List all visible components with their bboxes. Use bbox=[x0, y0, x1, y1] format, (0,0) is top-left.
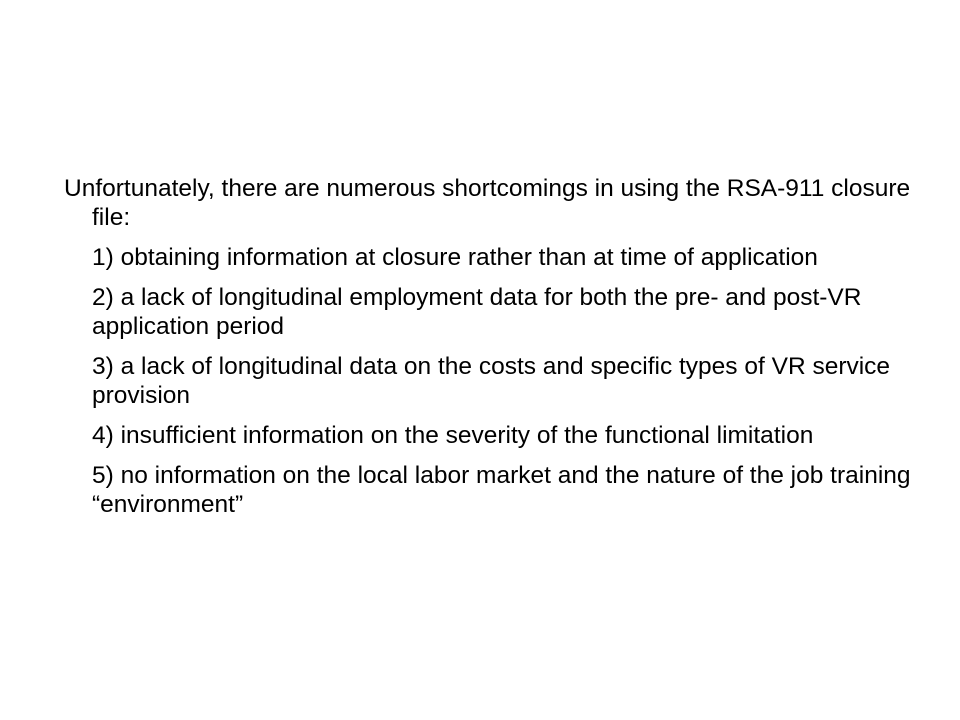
shortcomings-list bbox=[64, 243, 914, 519]
list-item: 3) a lack of longitudinal data on the costs and specific types of VR service provision bbox=[92, 353, 891, 409]
list-item: 5) no information on the local labor market and the nature of the job training “environment” bbox=[92, 462, 911, 518]
list-item: 1) obtaining information at closure rather than at time of application bbox=[92, 244, 818, 271]
slide-content bbox=[64, 174, 914, 530]
list-item: 4) insufficient information on the severity of the functional limitation bbox=[92, 422, 814, 449]
intro-paragraph: Unfortunately, there are numerous shortcomings in using the RSA-911 closure file: bbox=[64, 175, 911, 231]
list-item: 2) a lack of longitudinal employment data for both the pre- and post-VR application period bbox=[92, 284, 862, 340]
